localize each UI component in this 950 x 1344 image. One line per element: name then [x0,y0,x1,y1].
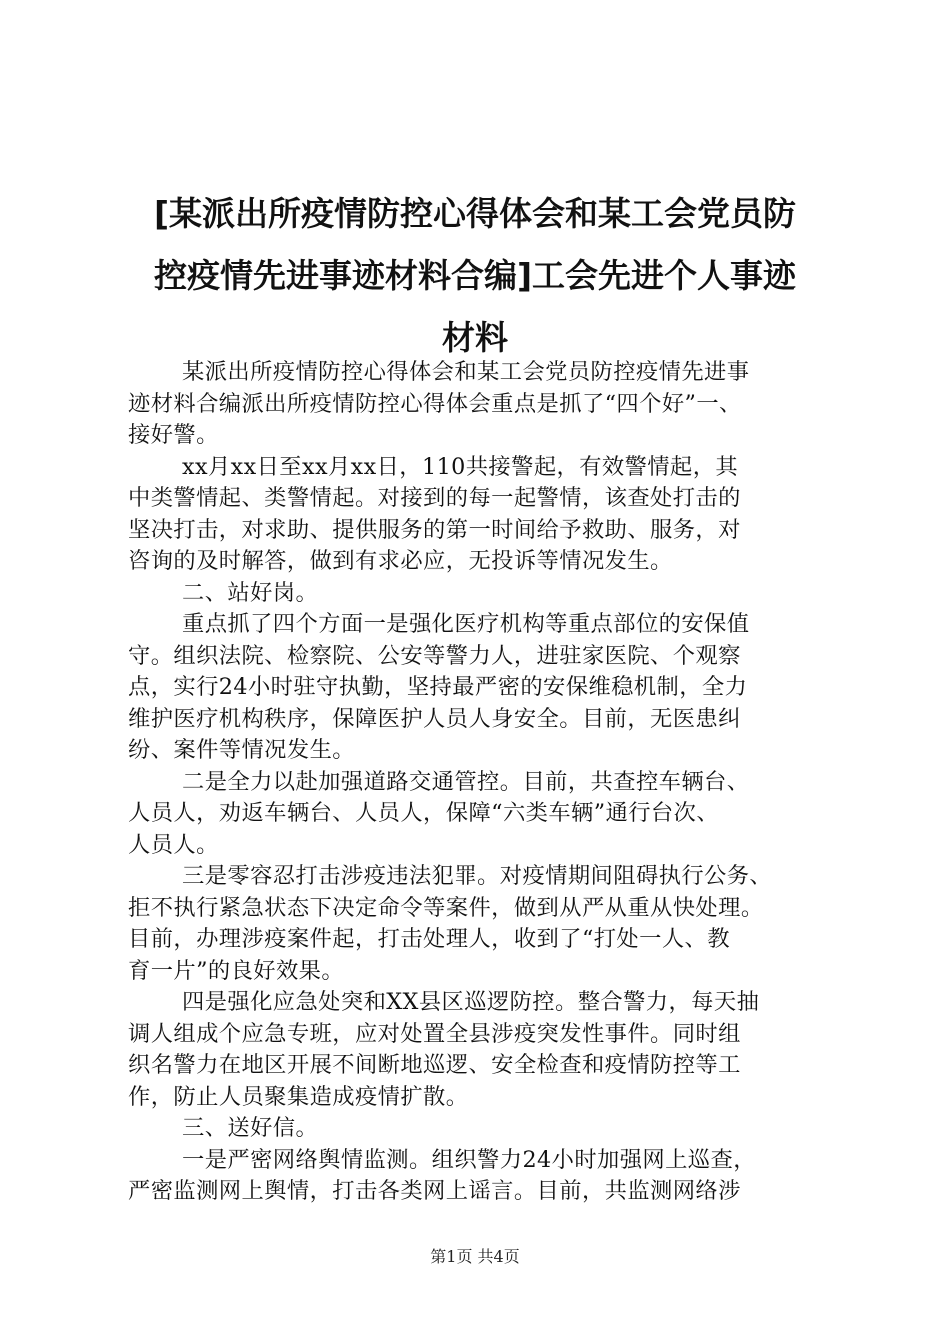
paragraph-line: xx月xx日至xx月xx日，110共接警起，有效警情起，其 [182,453,739,480]
paragraph-line: 四是强化应急处突和XX县区巡逻防控。整合警力，每天抽 [182,989,760,1015]
paragraph-line: 育一片”的良好效果。 [128,957,345,984]
paragraph-line: 中类警情起、类警情起。对接到的每一起警情，该查处打击的 [128,485,741,511]
paragraph-line: 严密监测网上舆情，打击各类网上谣言。目前，共监测网络涉 [128,1178,741,1204]
document-body [128,357,828,1208]
paragraph [128,357,828,452]
paragraph-line: 调人组成个应急专班，应对处置全县涉疫突发性事件。同时组 [128,1020,741,1047]
title-line: 控疫情先进事迹材料合编]工会先进个人事迹 [153,256,797,295]
paragraph [128,578,828,610]
title-line: 材料 [442,318,508,357]
paragraph [128,1145,828,1208]
paragraph-line: 咨询的及时解答，做到有求必应，无投诉等情况发生。 [128,548,673,574]
paragraph [128,452,828,578]
paragraph [128,1113,828,1145]
paragraph-line: 人员人，劝返车辆台、人员人，保障“六类车辆”通行台次、 [128,800,720,826]
paragraph-line: 维护医疗机构秩序，保障医护人员人身安全。目前，无医患纠 [128,705,741,732]
paragraph-line: 三、送好信。 [182,1115,319,1141]
paragraph-line: 二、站好岗。 [182,579,319,606]
paragraph-line: 拒不执行紧急状态下决定命令等案件，做到从严从重从快处理。 [128,894,764,921]
page-footer: 第1页 共4页 [430,1247,520,1266]
paragraph-line: 织名警力在地区开展不间断地巡逻、安全检查和疫情防控等工 [128,1052,741,1078]
paragraph [128,767,828,862]
paragraph [128,861,828,987]
paragraph [128,987,828,1113]
document-title [120,183,830,369]
paragraph-line: 二是全力以赴加强道路交通管控。目前，共查控车辆台、 [182,768,750,795]
paragraph-line: 人员人。 [128,831,219,858]
paragraph-line: 一是严密网络舆情监测。组织警力24小时加强网上巡查， [182,1146,756,1173]
title-line: [某派出所疫情防控心得体会和某工会党员防 [153,194,797,233]
paragraph-line: 三是零容忍打击涉疫违法犯罪。对疫情期间阻碍执行公务、 [182,863,773,889]
paragraph-line: 纷、案件等情况发生。 [128,737,355,763]
paragraph-line: 目前，办理涉疫案件起，打击处理人，收到了“打处一人、教 [128,926,730,952]
paragraph-line: 坚决打击，对求助、提供服务的第一时间给予救助、服务，对 [128,516,741,543]
paragraph-line: 迹材料合编派出所疫情防控心得体会重点是抓了“四个好”一、 [128,390,742,417]
paragraph-line: 某派出所疫情防控心得体会和某工会党员防控疫情先进事 [182,359,750,385]
paragraph-line: 守。组织法院、检察院、公安等警力人，进驻家医院、个观察 [128,642,741,669]
paragraph-line: 作，防止人员聚集造成疫情扩散。 [128,1083,469,1110]
paragraph-line: 接好警。 [128,422,219,448]
paragraph-line: 重点抓了四个方面一是强化医疗机构等重点部位的安保值 [182,611,750,637]
paragraph [128,609,828,767]
paragraph-line: 点，实行24小时驻守执勤，坚持最严密的安保维稳机制，全力 [128,674,748,700]
